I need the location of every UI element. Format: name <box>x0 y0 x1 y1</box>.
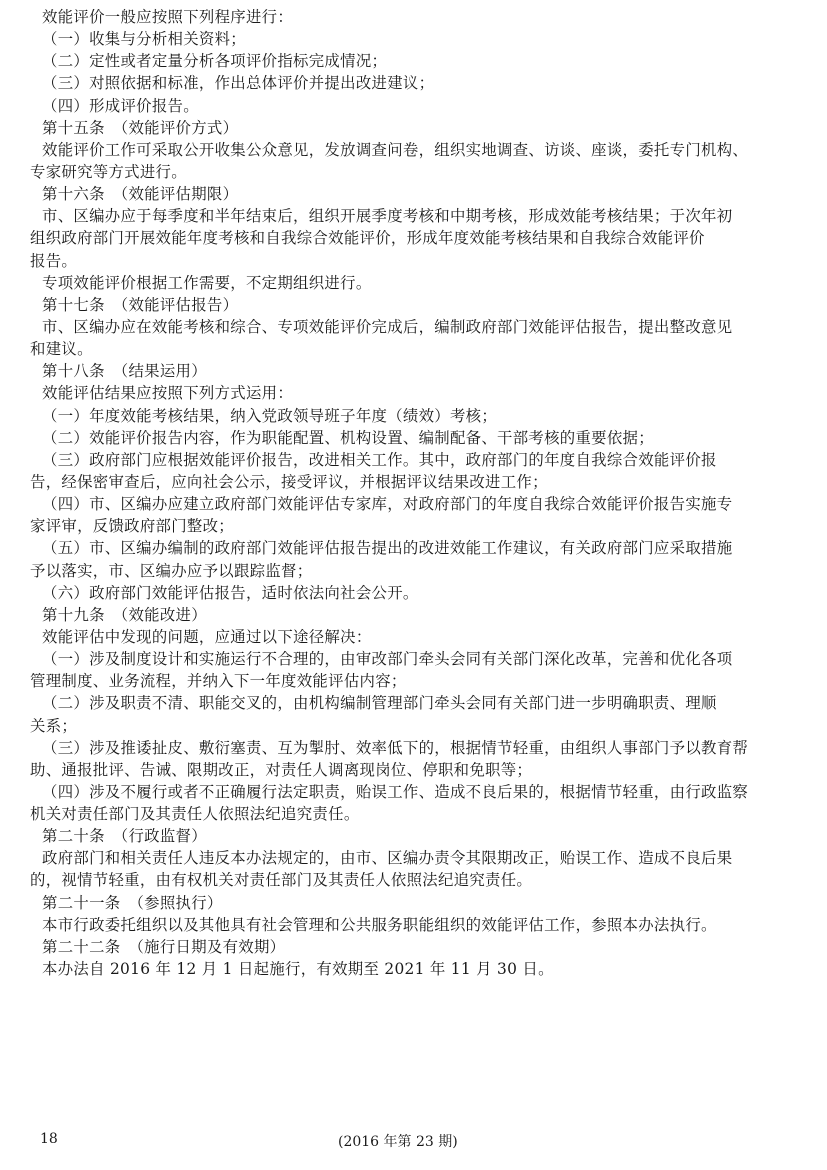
text-line: （一）涉及制度设计和实施运行不合理的，由审改部门牵头会同有关部门深化改革，完善和优化各项 <box>42 650 733 669</box>
text-line: 本办法自 2016 年 12 月 1 日起施行，有效期至 2021 年 11 月 30 日。 <box>42 960 554 979</box>
text-line: （三）涉及推诿扯皮、敷衍塞责、互为掣肘、效率低下的，根据情节轻重，由组织人事部门予以教育帮 <box>42 738 749 757</box>
text-line: （一）收集与分析相关资料； <box>42 30 246 49</box>
page-footer <box>0 1131 827 1153</box>
text-line: 助、通报批评、告诫、限期改正，对责任人调离现岗位、停职和免职等； <box>30 760 533 779</box>
text-line: 管理制度、业务流程，并纳入下一年度效能评估内容； <box>30 672 407 691</box>
text-line: 第十五条 （效能评价方式） <box>42 118 239 137</box>
text-line: 告，经保密审查后，应向社会公示，接受评议，并根据评议结果改进工作； <box>30 472 548 491</box>
text-line: 效能评价一般应按照下列程序进行： <box>42 8 294 26</box>
page-number: 18 <box>40 1131 58 1147</box>
text-line: （二）定性或者定量分析各项评价指标完成情况； <box>42 52 388 71</box>
text-line: （三）政府部门应根据效能评价报告，改进相关工作。其中，政府部门的年度自我综合效能评价报 <box>42 450 717 469</box>
text-line: 第二十二条 （施行日期及有效期） <box>42 937 286 956</box>
issue-label: (2016 年第 23 期) <box>338 1134 458 1150</box>
text-line: （五）市、区编办编制的政府部门效能评估报告提出的改进效能工作建议，有关政府部门应采取措施 <box>42 539 733 558</box>
text-line: （四）形成评价报告。 <box>42 96 199 115</box>
text-line: （四）市、区编办应建立政府部门效能评估专家库，对政府部门的年度自我综合效能评价报告实施专 <box>42 495 733 514</box>
text-line: 第十六条 （效能评估期限） <box>42 185 239 204</box>
text-line: （一）年度效能考核结果，纳入党政领导班子年度（绩效）考核； <box>42 406 498 425</box>
text-line: 第十九条 （效能改进） <box>42 605 207 624</box>
text-line: 效能评价工作可采取公开收集公众意见，发放调查问卷，组织实地调查、访谈、座谈，委托专门机构、 <box>42 140 749 159</box>
text-line: 予以落实，市、区编办应予以跟踪监督； <box>30 561 313 580</box>
text-line: 和建议。 <box>30 340 93 359</box>
text-line: 第十七条 （效能评估报告） <box>42 295 239 314</box>
text-line: （六）政府部门效能评估报告，适时依法向社会公开。 <box>42 583 419 602</box>
text-line: 家评审，反馈政府部门整改； <box>30 517 234 536</box>
text-line: 报告。 <box>30 251 78 270</box>
text-line: （二）效能评价报告内容，作为职能配置、机构设置、编制配备、干部考核的重要依据； <box>42 428 654 447</box>
text-line: 专家研究等方式进行。 <box>30 162 187 181</box>
text-line: 政府部门和相关责任人违反本办法规定的，由市、区编办责令其限期改正，贻误工作、造成不良后果 <box>42 849 733 868</box>
text-line: 组织政府部门开展效能年度考核和自我综合效能评价，形成年度效能考核结果和自我综合效能评价 <box>30 229 705 248</box>
text-line: 关系； <box>30 716 78 735</box>
text-line: 市、区编办应于每季度和半年结束后，组织开展季度考核和中期考核，形成效能考核结果；于次年初 <box>42 207 733 226</box>
text-line: 第二十条 （行政监督） <box>42 827 207 846</box>
text-line: 的，视情节轻重，由有权机关对责任部门及其责任人依照法纪追究责任。 <box>30 871 533 890</box>
text-line: （四）涉及不履行或者不正确履行法定职责，贻误工作、造成不良后果的，根据情节轻重，由行政监察 <box>42 782 749 801</box>
text-line: 第十八条 （结果运用） <box>42 362 207 381</box>
text-line: 机关对责任部门及其责任人依照法纪追究责任。 <box>30 805 360 824</box>
text-line: 专项效能评价根据工作需要，不定期组织进行。 <box>42 273 372 292</box>
text-line: 效能评估中发现的问题，应通过以下途径解决： <box>42 627 372 646</box>
text-line: 本市行政委托组织以及其他具有社会管理和公共服务职能组织的效能评估工作，参照本办法执行。 <box>42 915 717 934</box>
text-line: 市、区编办应在效能考核和综合、专项效能评价完成后，编制政府部门效能评估报告，提出整改意见 <box>42 317 733 336</box>
text-line: （三）对照依据和标准，作出总体评价并提出改进建议； <box>42 74 435 93</box>
text-line: 效能评估结果应按照下列方式运用： <box>42 384 294 403</box>
text-line: （二）涉及职责不清、职能交叉的，由机构编制管理部门牵头会同有关部门进一步明确职责、理顺 <box>42 694 717 713</box>
text-line: 第二十一条 （参照执行） <box>42 893 223 912</box>
document-body <box>30 6 816 980</box>
